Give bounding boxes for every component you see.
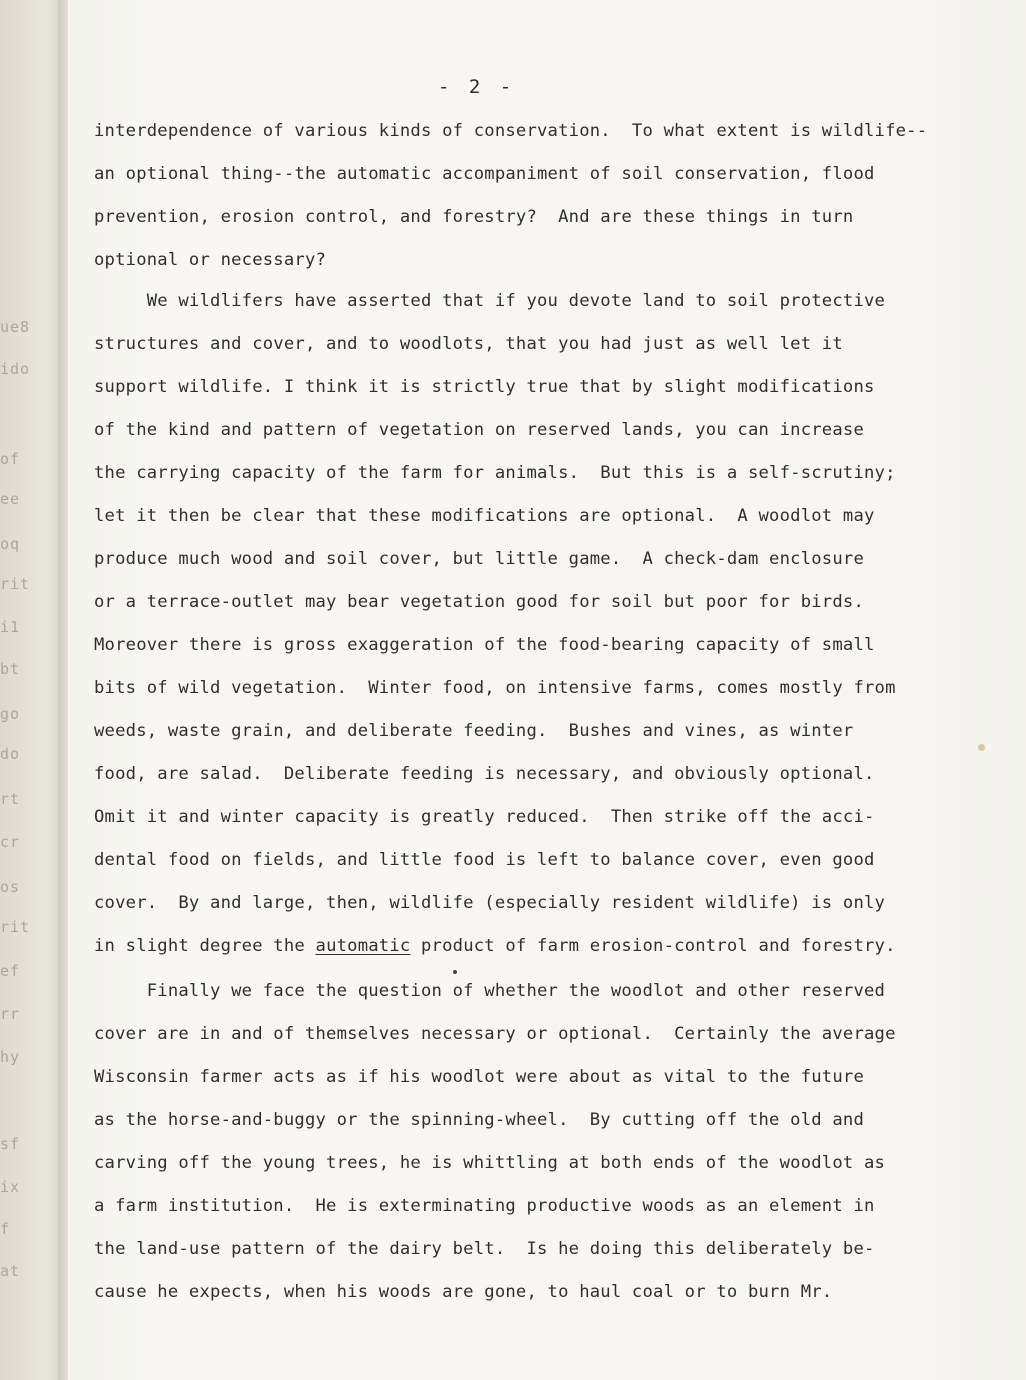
text-segment: in slight degree the [94, 936, 316, 956]
text-line: structures and cover, and to woodlots, that you had just as well let it [94, 334, 843, 354]
bleed-through-mark: i1 [0, 618, 21, 636]
bleed-through-mark: rr [0, 1005, 21, 1023]
previous-page-edge [0, 0, 66, 1380]
text-line: We wildlifers have asserted that if you devote land to soil protective [94, 291, 886, 311]
text-line: food, are salad. Deliberate feeding is necessary, and obviously optional. [94, 764, 875, 784]
text-line: Omit it and winter capacity is greatly reduced. Then strike off the acci- [94, 807, 875, 827]
bleed-through-mark: ix [0, 1178, 21, 1196]
text-line: or a terrace-outlet may bear vegetation good for soil but poor for birds. [94, 592, 864, 612]
bleed-through-mark: os [0, 878, 21, 896]
text-line: as the horse-and-buggy or the spinning-wheel. By cutting off the old and [94, 1110, 864, 1130]
bleed-through-mark: go [0, 705, 21, 723]
text-line: produce much wood and soil cover, but little game. A check-dam enclosure [94, 549, 864, 569]
bleed-through-mark: ue8 [0, 318, 31, 336]
text-line: the land-use pattern of the dairy belt. Is he doing this deliberately be- [94, 1239, 875, 1259]
bleed-through-mark: sf [0, 1135, 21, 1153]
bleed-through-mark: at [0, 1262, 21, 1280]
text-line: optional or necessary? [94, 250, 327, 270]
bleed-through-mark: rit [0, 575, 31, 593]
text-line: interdependence of various kinds of conservation. To what extent is wildlife-- [94, 121, 928, 141]
underlined-word: automatic [315, 936, 411, 956]
text-line: Finally we face the question of whether the woodlot and other reserved [94, 981, 886, 1001]
bleed-through-mark: bt [0, 660, 21, 678]
text-line: an optional thing--the automatic accompaniment of soil conservation, flood [94, 164, 875, 184]
bleed-through-mark: rit [0, 918, 31, 936]
bleed-through-mark: rt [0, 790, 21, 808]
text-line: dental food on fields, and little food is left to balance cover, even good [94, 850, 875, 870]
ink-dot [453, 970, 457, 974]
text-line: let it then be clear that these modifications are optional. A woodlot may [94, 506, 875, 526]
bleed-through-mark: f [0, 1220, 11, 1238]
text-line: support wildlife. I think it is strictly true that by slight modifications [94, 377, 875, 397]
text-line: the carrying capacity of the farm for animals. But this is a self-scrutiny; [94, 463, 896, 483]
book-spine-shadow [58, 0, 68, 1380]
bleed-through-mark: do [0, 745, 21, 763]
bleed-through-mark: cr [0, 833, 21, 851]
paper-stain [978, 744, 985, 751]
text-line: carving off the young trees, he is whittling at both ends of the woodlot as [94, 1153, 886, 1173]
bleed-through-mark: ef [0, 962, 21, 980]
bleed-through-mark: hy [0, 1048, 21, 1066]
text-line: cover. By and large, then, wildlife (especially resident wildlife) is only [94, 893, 886, 913]
text-segment: product of farm erosion-control and forestry. [410, 936, 896, 956]
text-line: prevention, erosion control, and forestry? And are these things in turn [94, 207, 854, 227]
text-line: cover are in and of themselves necessary or optional. Certainly the average [94, 1024, 896, 1044]
text-line: weeds, waste grain, and deliberate feeding. Bushes and vines, as winter [94, 721, 854, 741]
text-line: Moreover there is gross exaggeration of the food-bearing capacity of small [94, 635, 875, 655]
text-line: Wisconsin farmer acts as if his woodlot were about as vital to the future [94, 1067, 864, 1087]
text-line: a farm institution. He is exterminating productive woods as an element in [94, 1196, 875, 1216]
bleed-through-mark: ee [0, 490, 21, 508]
text-line: bits of wild vegetation. Winter food, on intensive farms, comes mostly from [94, 678, 896, 698]
bleed-through-mark: of [0, 450, 21, 468]
bleed-through-mark: ido [0, 360, 31, 378]
text-line-with-underline [94, 936, 896, 956]
text-line: of the kind and pattern of vegetation on reserved lands, you can increase [94, 420, 864, 440]
bleed-through-mark: oq [0, 535, 21, 553]
page-number: - 2 - [438, 76, 516, 98]
text-line: cause he expects, when his woods are gone, to haul coal or to burn Mr. [94, 1282, 833, 1302]
